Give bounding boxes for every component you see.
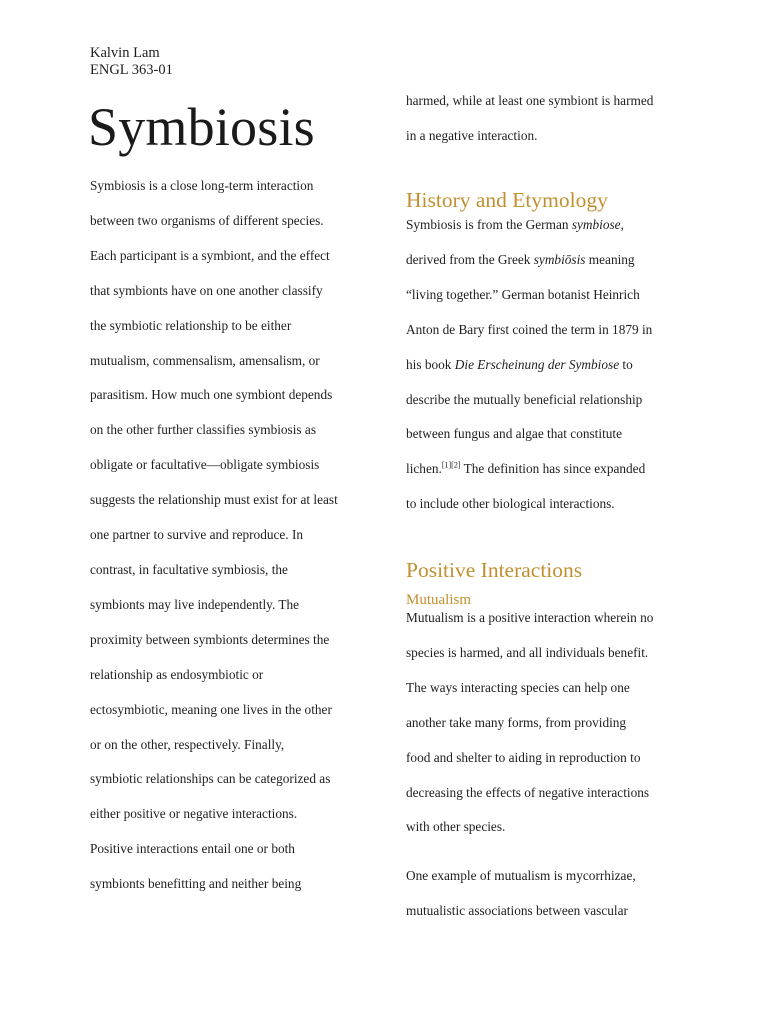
document-meta (90, 45, 173, 79)
intro-line: on the other further classifies symbiosis as (90, 422, 317, 438)
intro-line: symbiotic relationships can be categorized as (90, 771, 331, 787)
intro-line: one partner to survive and reproduce. In (90, 527, 304, 543)
mycorrhizae-line: mutualistic associations between vascular (406, 902, 628, 918)
history-text: to include other biological interactions. (406, 496, 615, 512)
history-text: Anton de Bary first coined the term in 1879 in (406, 321, 653, 337)
intro-line: proximity between symbionts determines the (90, 631, 330, 647)
mutualism-line: decreasing the effects of negative interactions (406, 784, 650, 800)
intro-line: or on the other, respectively. Finally, (90, 736, 285, 752)
course-code: ENGL 363-01 (90, 62, 173, 78)
history-text: describe the mutually beneficial relationship (406, 391, 643, 407)
history-text: The definition has since expanded (460, 461, 646, 477)
mutualism-subheading: Mutualism (406, 592, 472, 608)
document-title: Symbiosis (88, 97, 315, 157)
continued-line: in a negative interaction. (406, 127, 538, 143)
intro-line: Positive interactions entail one or both (90, 841, 295, 857)
intro-line: either positive or negative interactions. (90, 806, 298, 822)
intro-line: obligate or facultative—obligate symbiosis (90, 457, 320, 473)
mutualism-line: The ways interacting species can help one (406, 679, 630, 695)
history-heading: History and Etymology (406, 188, 608, 212)
mutualism-paragraph (406, 601, 706, 845)
term-symbiose: symbiose, (571, 217, 624, 232)
intro-line: symbionts benefitting and neither being (90, 876, 302, 892)
positive-interactions-heading: Positive Interactions (406, 558, 583, 582)
mutualism-line: with other species. (406, 819, 506, 835)
intro-line: parasitism. How much one symbiont depends (90, 387, 333, 403)
history-text: meaning (585, 251, 635, 267)
history-text: between fungus and algae that constitute (406, 426, 623, 442)
citation-ref[interactable]: [1][2] (441, 460, 461, 470)
mycorrhizae-paragraph (406, 859, 706, 929)
intro-line: suggests the relationship must exist for at least (90, 492, 338, 508)
history-text: Symbiosis is from the German (406, 217, 572, 232)
mutualism-line: food and shelter to aiding in reproduction to (406, 749, 641, 765)
history-paragraph (406, 208, 706, 522)
intro-line: mutualism, commensalism, amensalism, or (90, 352, 320, 368)
mycorrhizae-line: One example of mutualism is mycorrhizae, (406, 868, 636, 883)
intro-line: ectosymbiotic, meaning one lives in the other (90, 701, 332, 717)
history-text: lichen. (406, 461, 442, 477)
intro-line: contrast, in facultative symbiosis, the (90, 561, 288, 577)
intro-line: the symbiotic relationship to be either (90, 317, 292, 333)
mutualism-line: Mutualism is a positive interaction wherein no (406, 610, 654, 625)
intro-line: relationship as endosymbiotic or (90, 666, 264, 682)
history-text: derived from the Greek (406, 251, 534, 267)
intro-line: between two organisms of different species. (90, 212, 324, 228)
continued-line: harmed, while at least one symbiont is harmed (406, 93, 654, 108)
term-symbiosis: symbiōsis (533, 251, 586, 267)
intro-line: Symbiosis is a close long-term interaction (90, 178, 314, 193)
continued-paragraph (406, 84, 706, 154)
author-name: Kalvin Lam (90, 45, 160, 61)
mutualism-line: species is harmed, and all individuals benefit. (406, 644, 649, 660)
intro-paragraph (90, 169, 370, 902)
book-title: Die Erscheinung der Symbiose (454, 356, 620, 372)
intro-line: Each participant is a symbiont, and the effect (90, 247, 330, 263)
history-text: to (619, 356, 633, 372)
history-text: his book (406, 356, 455, 372)
intro-line: that symbionts have on one another classify (90, 282, 323, 298)
history-text: “living together.” German botanist Heinrich (406, 286, 640, 302)
intro-line: symbionts may live independently. The (90, 596, 300, 612)
mutualism-line: another take many forms, from providing (406, 714, 627, 730)
